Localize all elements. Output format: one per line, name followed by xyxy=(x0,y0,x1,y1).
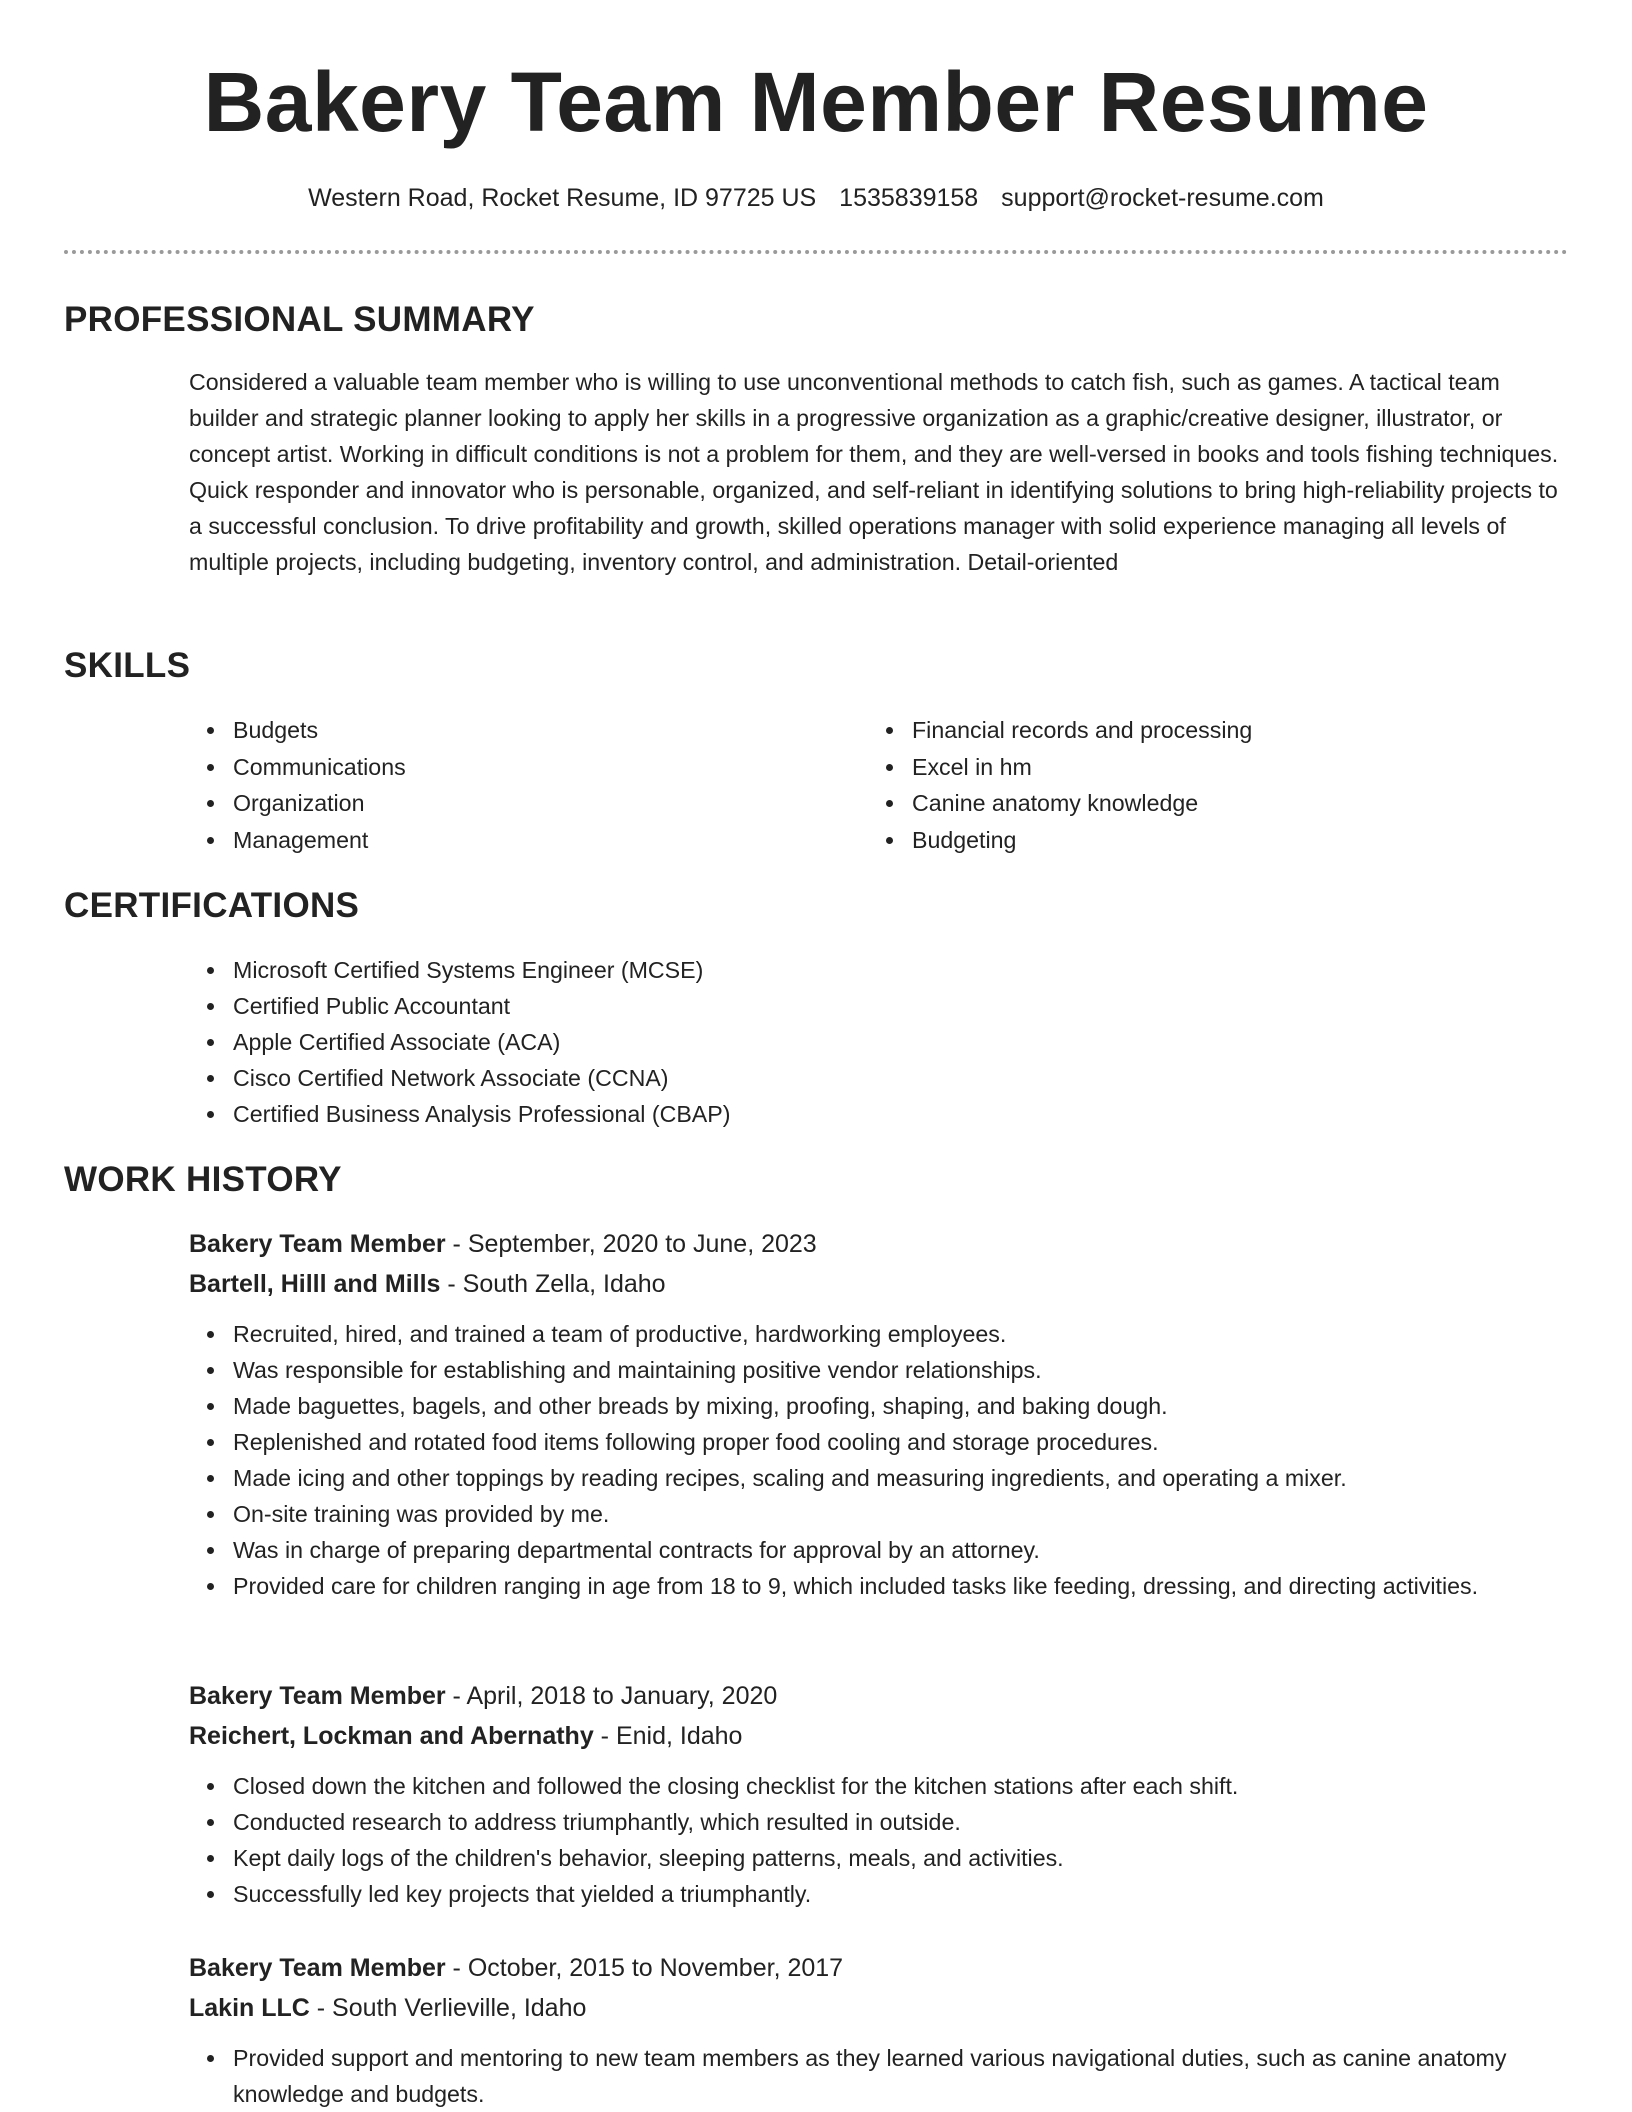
skills-column-left xyxy=(189,712,406,858)
section-heading-work-history: WORK HISTORY xyxy=(64,1160,342,1199)
job-company: Reichert, Lockman and Abernathy xyxy=(189,1722,594,1750)
certification-item: Certified Business Analysis Professional (CBAP) xyxy=(189,1096,730,1132)
job-duty-item: Replenished and rotated food items following proper food cooling and storage procedures. xyxy=(189,1424,1571,1460)
certification-item: Cisco Certified Network Associate (CCNA) xyxy=(189,1060,730,1096)
skills-column-right xyxy=(868,712,1252,858)
job-duty-item: Was responsible for establishing and maintaining positive vendor relationships. xyxy=(189,1352,1571,1388)
skill-item: Organization xyxy=(189,785,406,822)
contact-email: support@rocket-resume.com xyxy=(1001,184,1324,212)
job-company-line xyxy=(189,1988,1571,2028)
skills-list-right xyxy=(868,712,1252,858)
job-title-line xyxy=(189,1676,1571,1716)
job-duties-list xyxy=(189,2040,1571,2112)
job-company-line xyxy=(189,1264,1571,1304)
header-divider xyxy=(64,250,1568,254)
job-title: Bakery Team Member xyxy=(189,1230,446,1258)
skill-item: Budgeting xyxy=(868,822,1252,859)
job-title: Bakery Team Member xyxy=(189,1954,446,1982)
job-duty-item: Recruited, hired, and trained a team of productive, hardworking employees. xyxy=(189,1316,1571,1352)
job-title: Bakery Team Member xyxy=(189,1682,446,1710)
job-dates: - September, 2020 to June, 2023 xyxy=(445,1230,817,1258)
job-duty-item: Successfully led key projects that yielded a triumphantly. xyxy=(189,1876,1571,1912)
job-company: Lakin LLC xyxy=(189,1994,310,2022)
job-duty-item: On-site training was provided by me. xyxy=(189,1496,1571,1532)
certification-item: Apple Certified Associate (ACA) xyxy=(189,1024,730,1060)
section-heading-certifications: CERTIFICATIONS xyxy=(64,886,360,925)
job-company-line xyxy=(189,1716,1571,1756)
skills-list-left xyxy=(189,712,406,858)
contact-phone: 1535839158 xyxy=(839,184,979,212)
job-duty-item: Closed down the kitchen and followed the closing checklist for the kitchen stations after each shift. xyxy=(189,1768,1571,1804)
summary-text: Considered a valuable team member who is willing to use unconventional methods to catch fish, such as games. A tactical team builder and strategic planner looking to apply her skills in a progressive organization as a graphic/creative designer, illustrator, or concept artist. Working in difficult conditions is not a problem for them, and they are well-versed in books and tools fishing techniques. Quick responder and innovator who is personable, organized, and self-reliant in identifying solutions to bring high-reliability projects to a successful conclusion. To drive profitability and growth, skilled operations manager with solid experience managing all levels of multiple projects, including budgeting, inventory control, and administration. Detail-oriented xyxy=(189,369,1559,575)
job-duty-item: Made baguettes, bagels, and other breads by mixing, proofing, shaping, and baking dough. xyxy=(189,1388,1571,1424)
job-dates: - October, 2015 to November, 2017 xyxy=(445,1954,844,1982)
job-duty-item: Provided support and mentoring to new team members as they learned various navigational duties, such as canine anatomy knowledge and budgets. xyxy=(189,2040,1571,2112)
certifications-block xyxy=(189,952,730,1132)
job-entry xyxy=(189,1676,1571,1912)
job-duty-item: Kept daily logs of the children's behavior, sleeping patterns, meals, and activities. xyxy=(189,1840,1571,1876)
job-location: - South Zella, Idaho xyxy=(440,1270,666,1298)
skill-item: Canine anatomy knowledge xyxy=(868,785,1252,822)
skill-item: Financial records and processing xyxy=(868,712,1252,749)
job-location: - Enid, Idaho xyxy=(593,1722,743,1750)
contact-address: Western Road, Rocket Resume, ID 97725 US xyxy=(308,184,817,212)
job-duty-item: Conducted research to address triumphantly, which resulted in outside. xyxy=(189,1804,1571,1840)
job-dates: - April, 2018 to January, 2020 xyxy=(445,1682,778,1710)
job-entry xyxy=(189,1224,1571,1604)
job-entry xyxy=(189,1948,1571,2112)
certification-item: Certified Public Accountant xyxy=(189,988,730,1024)
job-duties-list xyxy=(189,1316,1571,1604)
certification-item: Microsoft Certified Systems Engineer (MCSE) xyxy=(189,952,730,988)
job-title-line xyxy=(189,1948,1571,1988)
job-company: Bartell, Hilll and Mills xyxy=(189,1270,441,1298)
section-heading-skills: SKILLS xyxy=(64,646,191,685)
contact-line xyxy=(0,180,1632,216)
skill-item: Communications xyxy=(189,749,406,786)
section-heading-summary: PROFESSIONAL SUMMARY xyxy=(64,300,535,339)
resume-title: Bakery Team Member Resume xyxy=(203,55,1429,149)
job-location: - South Verlieville, Idaho xyxy=(309,1994,587,2022)
job-duty-item: Was in charge of preparing departmental contracts for approval by an attorney. xyxy=(189,1532,1571,1568)
skill-item: Excel in hm xyxy=(868,749,1252,786)
skill-item: Management xyxy=(189,822,406,859)
skill-item: Budgets xyxy=(189,712,406,749)
job-title-line xyxy=(189,1224,1571,1264)
job-duty-item: Made icing and other toppings by reading recipes, scaling and measuring ingredients, and operating a mixer. xyxy=(189,1460,1571,1496)
certifications-list xyxy=(189,952,730,1132)
job-duty-item: Provided care for children ranging in age from 18 to 9, which included tasks like feeding, dressing, and directing activities. xyxy=(189,1568,1571,1604)
job-duties-list xyxy=(189,1768,1571,1912)
